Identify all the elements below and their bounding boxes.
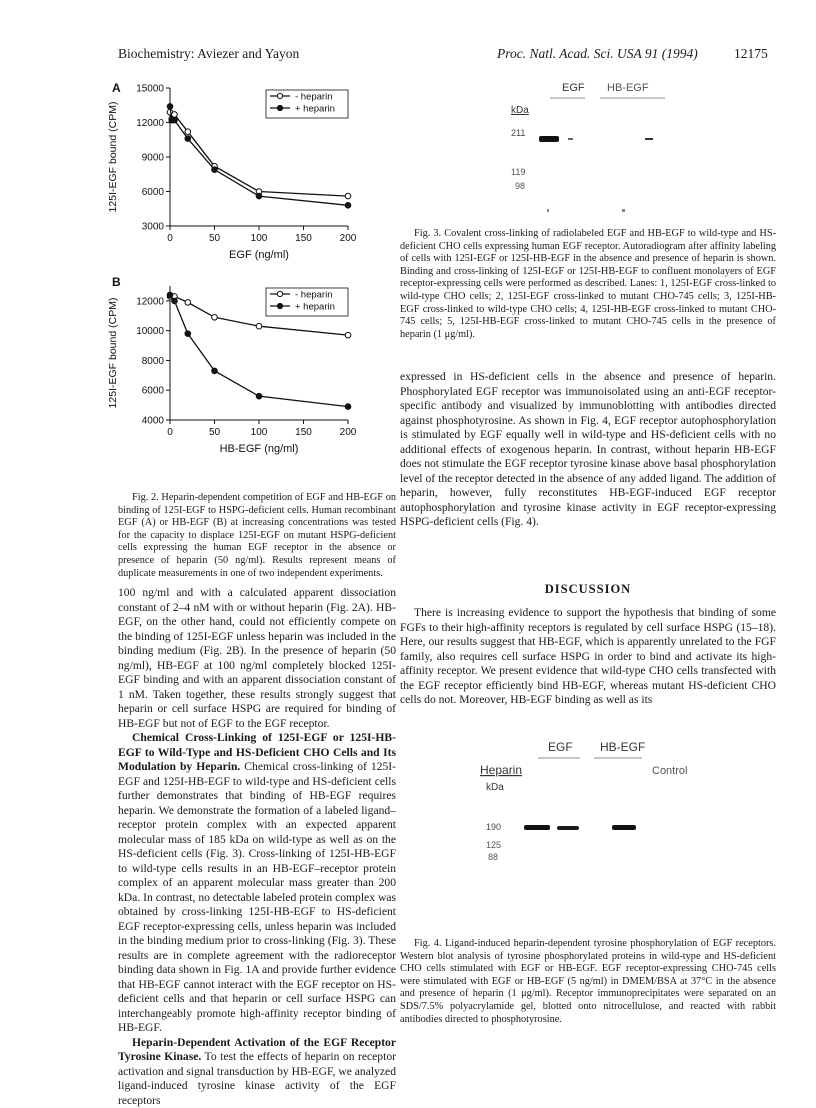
fig3-band-lane1: [539, 136, 559, 142]
discussion-text: [400, 606, 776, 708]
chart-a-series-2-point: [212, 167, 218, 173]
fig3-header-hbegf: HB-EGF: [607, 82, 649, 94]
chart-a-xtick-label: 50: [208, 233, 221, 244]
fig3-band-lane5: [645, 138, 653, 140]
chart-b-series-2-point: [345, 404, 351, 410]
paragraph-kinase-activation: To test the effects of heparin on receptor activation and signal transduction by HB-EGF, we analyzed ligand-induced tyrosine kinase activity of the EGF receptors: [118, 1050, 396, 1107]
chart-b-series-2-point: [185, 331, 191, 337]
chart-a-series-2-point: [345, 203, 351, 209]
page-number: 12175: [734, 46, 768, 61]
chart-a-series-1-line: [170, 112, 348, 196]
chart-b-series-1-point: [185, 300, 191, 306]
fig4-marker-125: 125: [486, 840, 502, 850]
chart-a-series-1-point: [185, 129, 191, 135]
figure-2b-chart: [100, 272, 380, 455]
chart-a-ytick-label: 6000: [141, 187, 164, 198]
paragraph-binding-results: 100 ng/ml and with a calculated apparent dissociation constant of 2–4 nM with or without heparin (Fig. 2A). HB-EGF, on the other hand, could not efficiently compete on the binding of 125I-EGF unless heparin was included in the binding medium (Fig. 2B). In the presence of heparin (50 ng/ml), HB-EGF at 100 ng/ml completely blocked 125I-EGF binding and with an apparent dissociation constant of 1 nM. Taken together, these results strongly suggest that heparin or cell surface HSPG are required for binding of HB-EGF but not of EGF to the EGF receptor.: [118, 586, 396, 730]
chart-a-series-1-point: [345, 193, 351, 199]
chart-a-legend-label: + heparin: [295, 103, 335, 115]
chart-a-series-2-point: [185, 136, 191, 142]
fig3-marker-211: 211: [511, 128, 526, 138]
fig4-heparin-label: Heparin: [480, 763, 523, 777]
discussion-heading: DISCUSSION: [544, 582, 632, 596]
chart-b-series-1-point: [345, 332, 351, 338]
figure-4-caption-text: Ligand-induced heparin-dependent tyrosine phosphorylation of EGF receptors. Western blot analysis of tyrosine phosphorylated proteins in wild-type and HS-deficient CHO cells stimulated with EGF or HB-EGF. EGF receptor-expressing CHO-745 cells were stimulated with EGF or HB-EGF (5 ng/ml) in DMEM/BSA at 37°C in the absence and presence of heparin (1 μg/ml). Receptor immunoprecipitates were separated on an SDS/7.5% polyacrylamide gel, blotted onto nitrocellulose, and reacted with rabbit antibodies directed to phosphotyrosine.: [400, 938, 776, 1025]
paragraph-cross-linking: Chemical cross-linking of 125I-EGF and 125I-HB-EGF to wild-type and HS-deficient cells further demonstrates that binding of HB-EGF requires heparin. We demonstrate the formation of a labeled ligand–receptor protein complex with an expected apparent molecular mass of 185 kDa on wild-type as well as on the HS-deficient cells (Fig. 3). Cross-linking of 125I-HB-EGF to wild-type cells results in an HB-EGF–receptor protein complex of an apparent molecular mass greater than 200 kDa. In contrast, no detectable labeled protein complex was obtained by cross-linking 125I-HB-EGF to HS-deficient EGF receptor-expressing cells, unless heparin was included in the binding medium prior to cross-linking (Fig. 3). These results are in complete agreement with the radioreceptor binding data shown in Fig. 1A and provide further evidence that HB-EGF cannot interact with the EGF receptor on HS-deficient cells and that heparin or cell surface HSPG can interchangeably promote high-affinity receptor binding of HB-EGF.: [118, 760, 396, 1034]
fig3-marker-119: 119: [511, 167, 526, 177]
chart-b-xtick-label: 100: [250, 427, 268, 438]
figure-2-caption-text: Heparin-dependent competition of EGF and HB-EGF on binding of 125I-EGF to HSPG-deficient cells. Human recombinant EGF (A) or HB-EGF (B) at increasing concentrations was tested for the capacity to displace 125I-EGF on mutant HSPG-deficient cells expressing the human EGF receptor in the absence or presence of heparin (50 ng/ml). Results represent means of duplicate measurements in one of two independent experiments.: [118, 492, 396, 579]
chart-a-y-axis-label: 125I-EGF bound (CPM): [107, 101, 119, 213]
figure-2-caption: [118, 492, 396, 580]
chart-a-legend-marker: [277, 93, 282, 98]
figure-4-western-blot: [480, 738, 720, 862]
right-column-text: [400, 370, 776, 530]
fig4-marker-88: 88: [488, 852, 499, 862]
chart-a-panel-label: A: [112, 81, 121, 95]
fig4-marker-190: 190: [486, 822, 502, 832]
chart-b-series-2-point: [212, 368, 218, 374]
chart-a-xtick-label: 150: [295, 233, 312, 244]
fig3-marker-98: 98: [515, 181, 526, 191]
chart-b-xtick-label: 50: [208, 427, 221, 438]
subheading-kinase-activation: Heparin-Dependent Activation of the EGF Receptor Tyrosine Kinase.: [118, 1035, 396, 1063]
fig4-band-lane1: [524, 825, 550, 830]
figure-3-label: Fig. 3.: [414, 228, 442, 239]
figure-3-caption: [400, 228, 776, 341]
fig4-kda-label: kDa: [486, 782, 504, 793]
chart-b-legend-marker: [277, 303, 282, 308]
chart-a-ytick-label: 9000: [141, 152, 164, 164]
paragraph-discussion: There is increasing evidence to support the hypothesis that binding of some FGFs to their high-affinity receptors is regulated by cell surface HSPG (15–18). Here, our results suggest that HB-EGF, which is apparently unrelated to the FGF family, also requires cell surface HSPG in order to bind and activate its high-affinity receptor. We present evidence that wild-type CHO cells transfected with the EGF receptor efficiently bind HB-EGF, whereas mutant HS-deficient CHO cells do not. Moreover, HB-EGF binding as well as its: [400, 606, 776, 706]
chart-a-xtick-label: 200: [339, 233, 357, 244]
figure-4-caption: [400, 938, 776, 1026]
chart-a-legend-marker: [277, 105, 282, 110]
chart-a-xtick-label: 100: [250, 233, 268, 244]
chart-b-series-2-point: [256, 393, 262, 399]
chart-b-ytick-label: 6000: [141, 385, 164, 397]
subheading-cross-linking: Chemical Cross-Linking of 125I-EGF or 125I-HB-EGF to Wild-Type and HS-Deficient CHO Cells and Its Modulation by Heparin.: [118, 731, 396, 773]
chart-b-legend-marker: [277, 291, 282, 296]
fig3-header-egf: EGF: [562, 82, 585, 94]
figure-3-caption-text: Covalent cross-linking of radiolabeled EGF and HB-EGF to wild-type and HS-deficient CHO cells expressing human EGF receptor. Autoradiogram after affinity labeling of cells with 125I-EGF or 125I-HB-EGF in the absence and presence of heparin is shown. Binding and cross-linking of 125I-EGF or 125I-HB-EGF to confluent monolayers of EGF receptor-expressing cells were performed as described. Lanes: 1, 125I-EGF cross-linked to wild-type CHO cells; 2, 125I-EGF cross-linked to mutant CHO-745 cells; 3, 125I-HB-EGF cross-linked to wild-type CHO cells; 4, 125I-HB-EGF cross-linked to mutant CHO-745 cells; 5, 125I-HB-EGF cross-linked to mutant CHO-745 cells in the presence of heparin (1 μg/ml).: [400, 228, 777, 340]
chart-b-panel-label: B: [112, 275, 121, 289]
fig3-spot-1: [547, 209, 549, 212]
chart-a-legend-label: - heparin: [295, 91, 333, 103]
fig4-header-egf: EGF: [548, 740, 573, 754]
chart-b-series-1-point: [212, 314, 218, 320]
fig3-kda-label: kDa: [511, 105, 529, 116]
chart-b-ytick-label: 12000: [136, 296, 164, 308]
fig4-band-lane4: [612, 825, 636, 830]
figure-2-label: Fig. 2.: [132, 492, 159, 503]
figure-4-label: Fig. 4.: [414, 938, 442, 949]
chart-b-x-axis-label: HB-EGF (ng/ml): [219, 443, 299, 455]
chart-b-y-axis-label: 125I-EGF bound (CPM): [107, 297, 119, 409]
chart-a-series-2-point: [172, 117, 178, 123]
chart-a-ytick-label: 15000: [136, 83, 164, 95]
chart-a-ytick-label: 3000: [141, 221, 164, 233]
fig4-header-hbegf: HB-EGF: [600, 740, 646, 754]
paragraph-phosphorylation: expressed in HS-deficient cells in the absence and presence of heparin. Phosphorylated EGF receptor was immunoisolated using an anti-EGF receptor-specific antibody and visualized by immunoblotting with antibodies directed against phosphotyrosine. As shown in Fig. 4, EGF receptor autophosphorylation is stimulated by EGF equally well in wild-type and HS-deficient cells with no additional effects of exogenous heparin. In contrast, without heparin HB-EGF does not stimulate the EGF receptor tyrosine kinase above basal phosphorylation level of the receptor detected in the absence of any added ligand. The addition of heparin, however, fully reconstitutes HB-EGF-induced EGF receptor autophosphorylation and tyrosine kinase activity in EGF receptor-expressing HSPG-deficient cells (Fig. 4).: [400, 370, 776, 528]
chart-a-xtick-label: 0: [167, 233, 173, 244]
running-header-authors: Biochemistry: Aviezer and Yayon: [118, 46, 300, 61]
chart-a-ytick-label: 12000: [136, 118, 164, 129]
chart-a-series-2-point: [167, 104, 173, 110]
running-header-journal: Proc. Natl. Acad. Sci. USA 91 (1994): [497, 46, 698, 61]
fig4-band-lane2: [557, 826, 579, 830]
chart-b-xtick-label: 150: [295, 427, 312, 438]
chart-a-series-1-point: [172, 112, 178, 118]
chart-b-series-2-point: [167, 292, 173, 298]
fig3-band-lane2: [568, 138, 573, 140]
figure-3-autoradiogram: [505, 78, 685, 218]
chart-a-series-2-point: [256, 193, 262, 199]
chart-b-ytick-label: 8000: [141, 355, 164, 367]
chart-b-legend-label: - heparin: [295, 289, 333, 301]
fig4-control-label: Control: [652, 765, 688, 777]
chart-b-xtick-label: 0: [167, 427, 173, 438]
chart-b-ytick-label: 10000: [136, 326, 164, 338]
figure-2a-chart: [100, 78, 380, 261]
chart-b-series-1-point: [256, 323, 262, 329]
fig3-spot-2: [622, 209, 625, 212]
chart-b-legend-label: + heparin: [295, 301, 335, 313]
chart-b-series-2-point: [172, 298, 178, 304]
chart-a-x-axis-label: EGF (ng/ml): [229, 249, 289, 261]
chart-b-ytick-label: 4000: [141, 415, 164, 427]
chart-b-xtick-label: 200: [339, 427, 357, 438]
left-column-text: [118, 586, 396, 1108]
